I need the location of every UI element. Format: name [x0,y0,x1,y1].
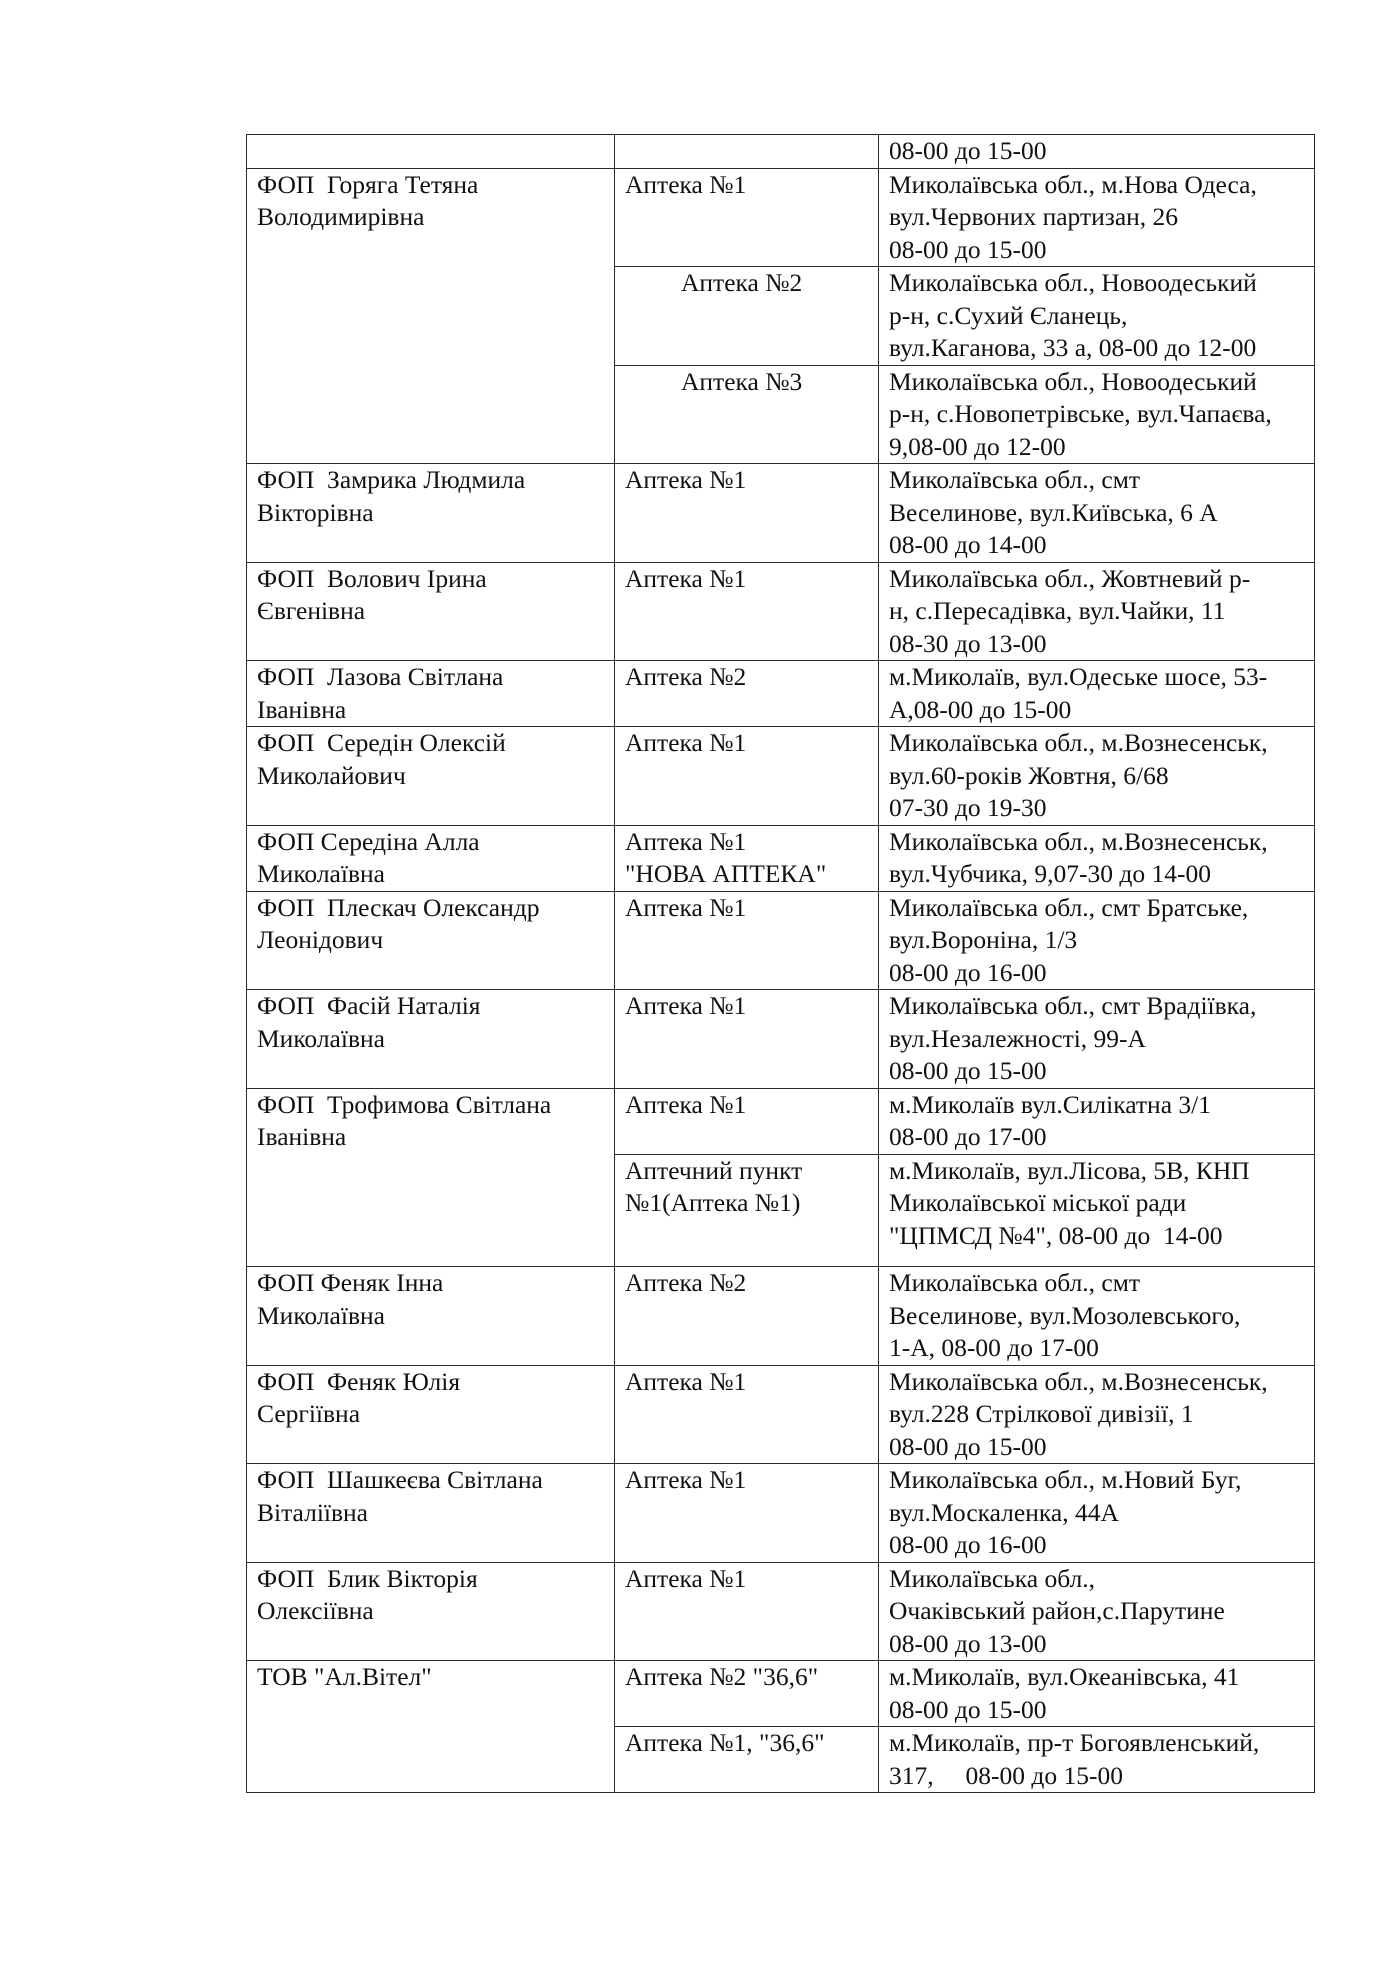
table-row [247,168,1315,267]
owner-line: Євгенівна [257,596,366,625]
pharmacy-line: №1(Аптека №1) [625,1188,801,1217]
address-line: Миколаївська обл., м.Нова Одеса, [889,169,1257,199]
pharmacy-cell [615,990,879,1089]
address-line: вул.Москаленка, 44А [889,1497,1119,1527]
owner-line: Віталіївна [257,1497,368,1527]
table-row [247,661,1315,727]
owner-line: ФОП Замрика Людмила [257,465,526,494]
pharmacy-cell [615,1464,879,1563]
address-line: 08-00 до 15-00 [889,234,1047,264]
pharmacy-cell [615,168,879,267]
address-cell [879,1464,1315,1563]
owner-line: ФОП Плескач Олександр [257,892,540,922]
pharmacy-cell [615,562,879,661]
address-line: вул.Чубчика, 9,07-30 до 14-00 [889,859,1212,888]
pharmacy-cell [615,1154,879,1267]
address-line: Миколаївська обл., м.Вознесенськ, [889,1366,1268,1396]
table-row [247,990,1315,1089]
pharmacy-line: Аптека №3 [681,366,803,396]
address-spacer [889,1252,1304,1266]
address-cell [879,1562,1315,1661]
pharmacy-line: Аптека №1 [625,991,747,1020]
address-line: вул.Червоних партизан, 26 [889,202,1179,231]
address-line: 08-00 до 16-00 [889,957,1047,987]
owner-cell [247,1464,615,1563]
pharmacy-line: Аптека №1 [625,892,747,922]
owner-line: ФОП Фасій Наталія [257,991,481,1020]
table-row [247,1365,1315,1464]
address-line: 9,08-00 до 12-00 [889,431,1066,461]
address-cell [879,825,1315,891]
address-line: 08-00 до 15-00 [889,1056,1047,1085]
address-line: А,08-00 до 15-00 [889,694,1072,724]
owner-cell [247,1088,615,1267]
pharmacy-cell [615,727,879,826]
address-line: 08-00 до 15-00 [889,1431,1047,1461]
pharmacy-line: Аптека №2 [625,662,747,691]
address-cell [879,1661,1315,1727]
address-line: р-н, с.Сухий Єланець, [889,300,1128,330]
table-row [247,727,1315,826]
address-line: 08-30 до 13-00 [889,628,1047,658]
pharmacy-cell [615,1267,879,1366]
owner-line: Миколайович [257,760,406,790]
address-cell [879,135,1315,169]
address-line: Миколаївська обл., смт Врадіївка, [889,991,1257,1020]
pharmacy-line: "НОВА АПТЕКА" [625,859,827,888]
address-line: 317, 08-00 до 15-00 [889,1760,1123,1790]
owner-line: Миколаївна [257,859,385,888]
owner-cell [247,1267,615,1366]
address-cell [879,1365,1315,1464]
address-line: Миколаївська обл., смт [889,465,1141,494]
pharmacy-line: Аптека №1 [625,728,747,757]
address-line: 08-00 до 15-00 [889,136,1047,165]
pharmacy-cell [615,661,879,727]
owner-line: Сергіївна [257,1399,361,1428]
owner-line: ФОП Феняк Інна [257,1268,444,1297]
pharmacy-line: Аптека №1 [625,1563,747,1593]
address-line: Миколаївської міської ради [889,1188,1187,1217]
address-cell [879,1727,1315,1793]
address-line: "ЦПМСД №4", 08-00 до 14-00 [889,1220,1223,1250]
owner-line: ФОП Середіна Алла [257,826,480,856]
table-row [247,825,1315,891]
address-cell [879,1154,1315,1267]
pharmacy-line: Аптека №1, "36,6" [625,1728,825,1757]
owner-cell [247,168,615,464]
pharmacy-line: Аптека №1 [625,1366,747,1396]
owner-cell [247,891,615,990]
address-line: 08-00 до 16-00 [889,1530,1047,1559]
pharmacy-cell [615,464,879,563]
address-line: м.Миколаїв вул.Силікатна 3/1 [889,1089,1211,1119]
address-cell [879,727,1315,826]
pharmacy-line: Аптека №1 [625,563,747,593]
owner-line: ФОП Шашкеєва Світлана [257,1465,543,1494]
owner-cell [247,727,615,826]
owner-line: ФОП Горяга Тетяна [257,169,479,199]
address-cell [879,168,1315,267]
address-line: м.Миколаїв, вул.Океанівська, 41 [889,1662,1240,1691]
pharmacy-cell [615,1727,879,1793]
pharmacy-cell [615,267,879,366]
owner-cell [247,562,615,661]
address-cell [879,990,1315,1089]
address-line: вул.228 Стрілкової дивізії, 1 [889,1399,1194,1428]
address-cell [879,1088,1315,1154]
owner-cell [247,464,615,563]
address-line: Миколаївська обл., м.Вознесенськ, [889,728,1268,757]
owner-line: Миколаївна [257,1300,385,1330]
table-row [247,464,1315,563]
pharmacy-cell [615,135,879,169]
owner-cell [247,825,615,891]
table-row [247,1267,1315,1366]
address-line: вул.Каганова, 33 а, 08-00 до 12-00 [889,333,1257,362]
address-cell [879,891,1315,990]
pharmacy-line: Аптека №2 "36,6" [625,1662,819,1691]
address-cell [879,365,1315,464]
table-row [247,1088,1315,1154]
owner-line: Іванівна [257,694,347,724]
address-line: Миколаївська обл., смт [889,1268,1141,1297]
pharmacy-cell [615,365,879,464]
address-line: н, с.Пересадівка, вул.Чайки, 11 [889,596,1226,625]
address-cell [879,562,1315,661]
address-line: Миколаївська обл., м.Вознесенськ, [889,826,1268,856]
owner-line: Олексіївна [257,1596,374,1625]
owner-cell [247,661,615,727]
owner-line: Володимирівна [257,202,425,231]
table-row [247,562,1315,661]
pharmacy-cell [615,1365,879,1464]
owner-line: ФОП Феняк Юлія [257,1366,461,1396]
table-row [247,1562,1315,1661]
owner-line: ФОП Лазова Світлана [257,662,504,691]
owner-line: ФОП Блик Вікторія [257,1563,478,1593]
owner-line: Леонідович [257,925,384,954]
owner-line: ФОП Трофимова Світлана [257,1089,552,1119]
pharmacy-cell [615,825,879,891]
pharmacy-table [246,134,1315,1793]
pharmacy-cell [615,1562,879,1661]
pharmacy-cell [615,1661,879,1727]
address-line: вул.60-років Жовтня, 6/68 [889,760,1169,790]
pharmacy-line: Аптека №1 [625,1089,747,1119]
table-row [247,1464,1315,1563]
address-line: Очаківський район,с.Парутине [889,1596,1225,1625]
address-line: Миколаївська обл., Жовтневий р- [889,563,1251,593]
address-cell [879,1267,1315,1366]
table-row [247,1661,1315,1727]
address-cell [879,464,1315,563]
address-line: р-н, с.Новопетрівське, вул.Чапаєва, [889,399,1272,428]
pharmacy-line: Аптека №2 [681,268,803,297]
owner-cell [247,135,615,169]
owner-cell [247,1661,615,1793]
pharmacy-line: Аптека №2 [625,1268,747,1297]
owner-cell [247,1365,615,1464]
address-line: 08-00 до 14-00 [889,530,1047,559]
address-line: Миколаївська обл., Новоодеський [889,268,1257,297]
address-line: м.Миколаїв, вул.Одеське шосе, 53- [889,662,1268,691]
owner-line: ФОП Волович Ірина [257,563,487,593]
address-line: Миколаївська обл., [889,1563,1096,1593]
address-line: м.Миколаїв, вул.Лісова, 5В, КНП [889,1155,1250,1185]
pharmacy-line: Аптека №1 [625,465,747,494]
owner-line: ФОП Середін Олексій [257,728,506,757]
address-line: 07-30 до 19-30 [889,793,1047,822]
address-line: Веселинове, вул.Київська, 6 А [889,497,1218,527]
address-line: вул.Вороніна, 1/3 [889,925,1078,954]
address-line: Миколаївська обл., Новоодеський [889,366,1257,396]
pharmacy-cell [615,891,879,990]
address-line: Миколаївська обл., м.Новий Буг, [889,1465,1242,1494]
owner-line: ТОВ "Ал.Вітел" [257,1662,432,1691]
owner-cell [247,990,615,1089]
address-line: 08-00 до 15-00 [889,1694,1047,1724]
address-line: Веселинове, вул.Мозолевського, [889,1300,1241,1330]
address-line: м.Миколаїв, пр-т Богоявленський, [889,1728,1260,1757]
address-cell [879,661,1315,727]
owner-line: Миколаївна [257,1023,385,1053]
table-row [247,891,1315,990]
table-row [247,135,1315,169]
pharmacy-line: Аптека №1 [625,169,747,199]
owner-line: Вікторівна [257,497,374,527]
owner-line: Іванівна [257,1122,347,1151]
address-line: вул.Незалежності, 99-А [889,1023,1146,1053]
address-line: 1-А, 08-00 до 17-00 [889,1333,1099,1362]
pharmacy-line: Аптека №1 [625,826,747,856]
address-cell [879,267,1315,366]
address-line: 08-00 до 17-00 [889,1122,1047,1151]
address-line: 08-00 до 13-00 [889,1628,1047,1658]
pharmacy-line: Аптека №1 [625,1465,747,1494]
owner-cell [247,1562,615,1661]
pharmacy-line: Аптечний пункт [625,1155,803,1185]
pharmacy-cell [615,1088,879,1154]
address-line: Миколаївська обл., смт Братське, [889,892,1249,922]
